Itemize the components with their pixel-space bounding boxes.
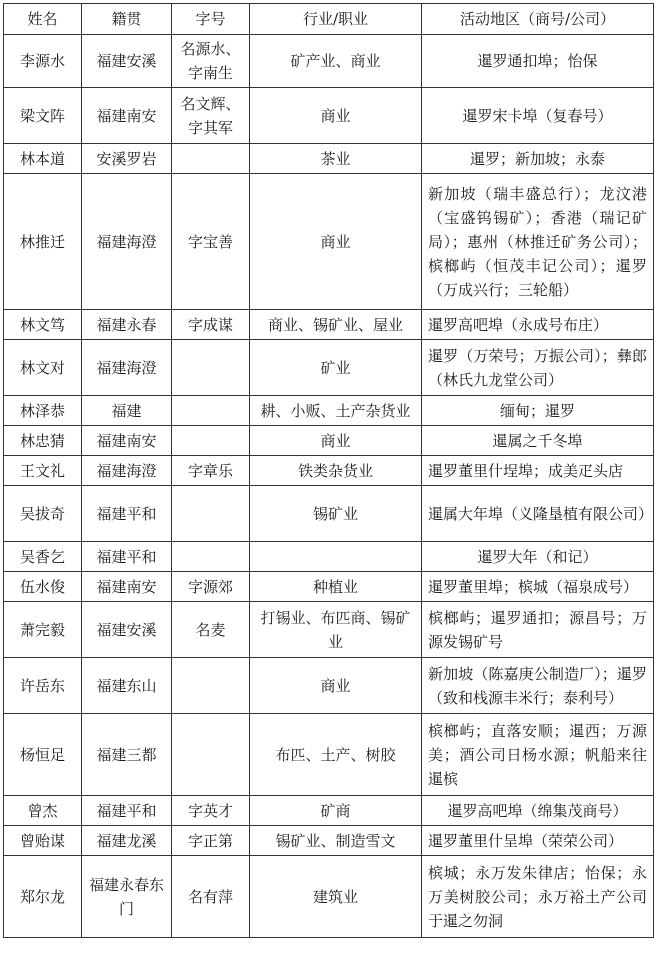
cell-trade: 茶业 (250, 144, 422, 174)
cell-alias: 字源郊 (172, 572, 250, 602)
cell-trade: 锡矿业、制造雪文 (250, 826, 422, 856)
cell-origin: 福建安溪 (82, 602, 172, 658)
cell-origin: 福建永春 (82, 310, 172, 340)
cell-name: 杨恒足 (4, 714, 82, 796)
cell-name: 王文礼 (4, 456, 82, 486)
cell-region: 暹罗董里埠；槟城（福泉成号） (422, 572, 654, 602)
cell-trade: 耕、小贩、土产杂货业 (250, 396, 422, 426)
cell-origin: 福建南安 (82, 572, 172, 602)
table-row (4, 714, 654, 796)
table-row (4, 542, 654, 572)
cell-origin: 福建平和 (82, 796, 172, 826)
cell-trade: 商业 (250, 88, 422, 144)
cell-region: 暹罗；新加坡；永泰 (422, 144, 654, 174)
header-origin: 籍贯 (82, 4, 172, 35)
cell-name: 郑尔龙 (4, 856, 82, 938)
table-row (4, 426, 654, 456)
cell-region: 暹罗董里什呈埠（荣荣公司） (422, 826, 654, 856)
cell-alias: 字正第 (172, 826, 250, 856)
cell-trade: 建筑业 (250, 856, 422, 938)
cell-alias (172, 714, 250, 796)
cell-trade: 商业 (250, 426, 422, 456)
cell-trade: 布匹、土产、树胶 (250, 714, 422, 796)
cell-alias: 名麦 (172, 602, 250, 658)
cell-region: 暹罗大年（和记） (422, 542, 654, 572)
cell-origin: 福建东山 (82, 658, 172, 714)
cell-name: 李源水 (4, 35, 82, 88)
table-row (4, 174, 654, 310)
cell-alias: 名有萍 (172, 856, 250, 938)
header-name: 姓名 (4, 4, 82, 35)
table-row (4, 396, 654, 426)
table-row (4, 144, 654, 174)
cell-origin: 福建三都 (82, 714, 172, 796)
cell-trade: 矿商 (250, 796, 422, 826)
cell-trade: 打锡业、布匹商、锡矿业 (250, 602, 422, 658)
cell-alias (172, 542, 250, 572)
cell-trade: 矿产业、商业 (250, 35, 422, 88)
cell-origin: 福建永春东门 (82, 856, 172, 938)
table-container (3, 3, 654, 938)
cell-origin: 福建龙溪 (82, 826, 172, 856)
cell-origin: 福建平和 (82, 542, 172, 572)
header-region: 活动地区（商号/公司） (422, 4, 654, 35)
cell-trade: 商业 (250, 658, 422, 714)
cell-origin: 福建 (82, 396, 172, 426)
table-row (4, 602, 654, 658)
cell-region: 槟榔屿；暹罗通扣；源昌号；万源发锡矿号 (422, 602, 654, 658)
cell-region: 暹罗（万荣号；万振公司）；彝郎（林氏九龙堂公司） (422, 340, 654, 396)
table-row (4, 658, 654, 714)
cell-alias: 字章乐 (172, 456, 250, 486)
cell-name: 林文笃 (4, 310, 82, 340)
cell-trade: 种植业 (250, 572, 422, 602)
cell-name: 许岳东 (4, 658, 82, 714)
cell-trade: 铁类杂货业 (250, 456, 422, 486)
table-row (4, 340, 654, 396)
cell-alias: 名源水、字南生 (172, 35, 250, 88)
cell-region: 暹罗通扣埠；怡保 (422, 35, 654, 88)
people-table (3, 3, 654, 938)
cell-trade (250, 542, 422, 572)
cell-alias (172, 486, 250, 542)
table-row (4, 310, 654, 340)
cell-alias: 字宝善 (172, 174, 250, 310)
cell-name: 曾杰 (4, 796, 82, 826)
cell-region: 暹罗宋卡埠（复春号） (422, 88, 654, 144)
table-row (4, 572, 654, 602)
cell-alias: 字英才 (172, 796, 250, 826)
cell-region: 缅甸；暹罗 (422, 396, 654, 426)
cell-name: 林忠猜 (4, 426, 82, 456)
cell-region: 暹属之千冬埠 (422, 426, 654, 456)
table-row (4, 856, 654, 938)
cell-region: 暹罗董里什埕埠；成美疋头店 (422, 456, 654, 486)
cell-region: 新加坡（陈嘉庚公制造厂）；暹罗（致和栈源丰米行；泰利号） (422, 658, 654, 714)
table-row (4, 486, 654, 542)
header-row (4, 4, 654, 35)
table-row (4, 826, 654, 856)
cell-alias: 字成谋 (172, 310, 250, 340)
cell-name: 吴拔奇 (4, 486, 82, 542)
cell-origin: 福建安溪 (82, 35, 172, 88)
table-row (4, 456, 654, 486)
cell-alias: 名文辉、字其军 (172, 88, 250, 144)
cell-region: 槟城；永万发朱律店；怡保；永万美树胶公司；永万裕土产公司于暹之勿洞 (422, 856, 654, 938)
cell-trade: 商业、锡矿业、屋业 (250, 310, 422, 340)
cell-name: 吴香乞 (4, 542, 82, 572)
cell-trade: 商业 (250, 174, 422, 310)
table-row (4, 35, 654, 88)
cell-region: 槟榔屿；直落安顺；暹西；万源美；酒公司日杨水源；帆船来往暹槟 (422, 714, 654, 796)
table-row (4, 796, 654, 826)
cell-name: 林泽恭 (4, 396, 82, 426)
cell-region: 暹罗高吧埠（绵集茂商号） (422, 796, 654, 826)
cell-region: 暹罗高吧埠（永成号布庄） (422, 310, 654, 340)
cell-region: 暹属大年埠（义隆垦植有限公司） (422, 486, 654, 542)
cell-origin: 安溪罗岩 (82, 144, 172, 174)
cell-alias (172, 426, 250, 456)
cell-name: 梁文阵 (4, 88, 82, 144)
cell-origin: 福建南安 (82, 426, 172, 456)
cell-name: 林本道 (4, 144, 82, 174)
cell-alias (172, 340, 250, 396)
cell-name: 曾贻谋 (4, 826, 82, 856)
cell-name: 林文对 (4, 340, 82, 396)
header-trade: 行业/职业 (250, 4, 422, 35)
cell-alias (172, 396, 250, 426)
cell-name: 伍水俊 (4, 572, 82, 602)
cell-region: 新加坡（瑞丰盛总行）；龙汶港（宝盛钨锡矿）；香港（瑞记矿局）；惠州（林推迁矿务公司）；槟榔屿（恒茂丰记公司）；暹罗（万成兴行；三轮船） (422, 174, 654, 310)
cell-origin: 福建海澄 (82, 174, 172, 310)
cell-origin: 福建海澄 (82, 340, 172, 396)
header-alias: 字号 (172, 4, 250, 35)
cell-name: 萧完毅 (4, 602, 82, 658)
cell-origin: 福建平和 (82, 486, 172, 542)
cell-trade: 矿业 (250, 340, 422, 396)
cell-trade: 锡矿业 (250, 486, 422, 542)
cell-origin: 福建南安 (82, 88, 172, 144)
table-row (4, 88, 654, 144)
cell-alias (172, 658, 250, 714)
cell-name: 林推迁 (4, 174, 82, 310)
cell-alias (172, 144, 250, 174)
cell-origin: 福建海澄 (82, 456, 172, 486)
